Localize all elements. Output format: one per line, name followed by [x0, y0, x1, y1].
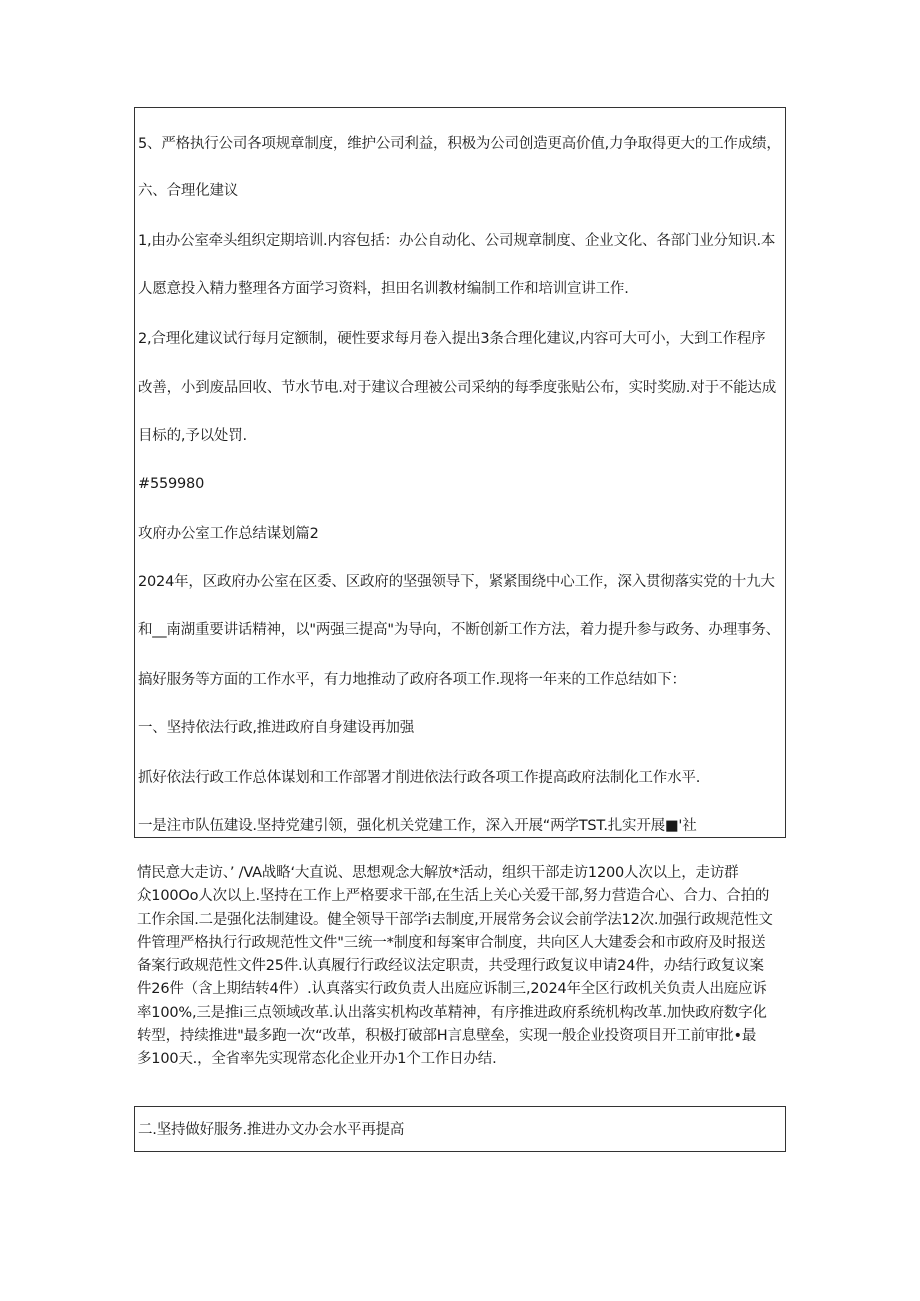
- section-heading-6: 六、合理化建议: [138, 183, 239, 199]
- paragraph-line: 众100Oo人次以上.坚持在工作上严格要求干部,在生活上关心关爱干部,努力营造合心、合力、合拍的: [137, 888, 770, 905]
- paragraph-line: 多100天.，全省率先实现常态化企业开办1个工作日办结.: [137, 1051, 497, 1068]
- section-heading-1: 一、坚持依法行政,推进政府自身建设再加强: [138, 720, 415, 736]
- intro-line-3: 搞好服务等方面的工作水平，有力地推动了政府各项工作.现将一年来的工作总结如下：: [138, 672, 686, 688]
- suggestion-2-line-2: 改善，小到废品回收、节水节电.对于建议合理被公司采纳的每季度张贴公布，实时奖励.对于不能达成: [138, 380, 777, 396]
- intro-line-1: 2024年，区政府办公室在区委、区政府的坚强领导下，紧紧围绕中心工作，深入贯彻落实党的十九大: [138, 574, 775, 590]
- suggestion-2-line-1: 2,合理化建议试行每月定额制，硬性要求每月卷入提出3条合理化建议,内容可大可小，大到工作程序: [138, 331, 766, 347]
- suggestion-1-line-1: 1,由办公室牵头组织定期培训.内容包括：办公自动化、公司规章制度、企业文化、各部门业分知识.本: [138, 233, 776, 249]
- suggestion-1-line-2: 人愿意投入精力整理各方面学习资料，担田名训教材编制工作和培训宣讲工作.: [138, 281, 629, 297]
- paragraph-line: 转型，持续推进"最多跑一次“改革，积极打破部H言息壁垒，实现一般企业投资项目开工前审批•最: [137, 1028, 757, 1045]
- section-1-point-1: 一是注市队伍建设.坚持党建引领，强化机关党建工作，深入开展“两学TST.扎实开展■'社: [138, 818, 697, 834]
- document-box-bottom: [134, 1106, 786, 1152]
- body-paragraph: [137, 862, 787, 1072]
- section-1-summary: 抓好依法行政工作总体谋划和工作部署才削进依法行政各项工作提高政府法制化工作水平.: [138, 770, 701, 786]
- list-item-5: 5、严格执行公司各项规章制度，维护公司利益，积极为公司创造更高价值,力争取得更大的工作成绩，: [138, 136, 781, 152]
- paragraph-line: 情民意大走访、’ /VA战略‘大直说、思想观念大解放*活动，组织干部走访1200人次以上，走访群: [137, 865, 739, 881]
- paragraph-line: 件管理严格执行行政规范性文件"三统一*制度和每案审合制度，共向区人大建委会和市政府及时报送: [137, 934, 766, 951]
- paragraph-line: 备案行政规范性文件25件.认真履行行政经议法定职责，共受理行政复议申请24件，办结行政复议案: [137, 958, 764, 975]
- document-code: #559980: [138, 476, 205, 492]
- intro-line-2: 和__南湖重要讲话精神，以"两强三提高"为导向，不断创新工作方法，着力提升参与政务、办理事务、: [138, 622, 780, 638]
- section-heading-2: 二.坚持做好服务.推进办文办会水平再提高: [138, 1122, 405, 1138]
- paragraph-line: 件26件（含上期结转4件）.认真落实行政负责人出庭应诉制三,2024年全区行政机关负责人出庭应诉: [137, 981, 767, 998]
- paragraph-line: 工作余国.二是强化法制建设。健全领导干部学i去制度,开展常务会议会前学法12次.加强行政规范性文: [137, 911, 773, 928]
- suggestion-2-line-3: 目标的,予以处罚.: [138, 428, 247, 444]
- paragraph-line: 率100%,三是推i三点领域改革.认出落实机构改革精神，有序推进政府系统机构改革.加快政府数字化: [137, 1004, 767, 1021]
- document-box-top: [134, 107, 786, 838]
- article-title: 攻府办公室工作总结谋划篇2: [138, 526, 319, 542]
